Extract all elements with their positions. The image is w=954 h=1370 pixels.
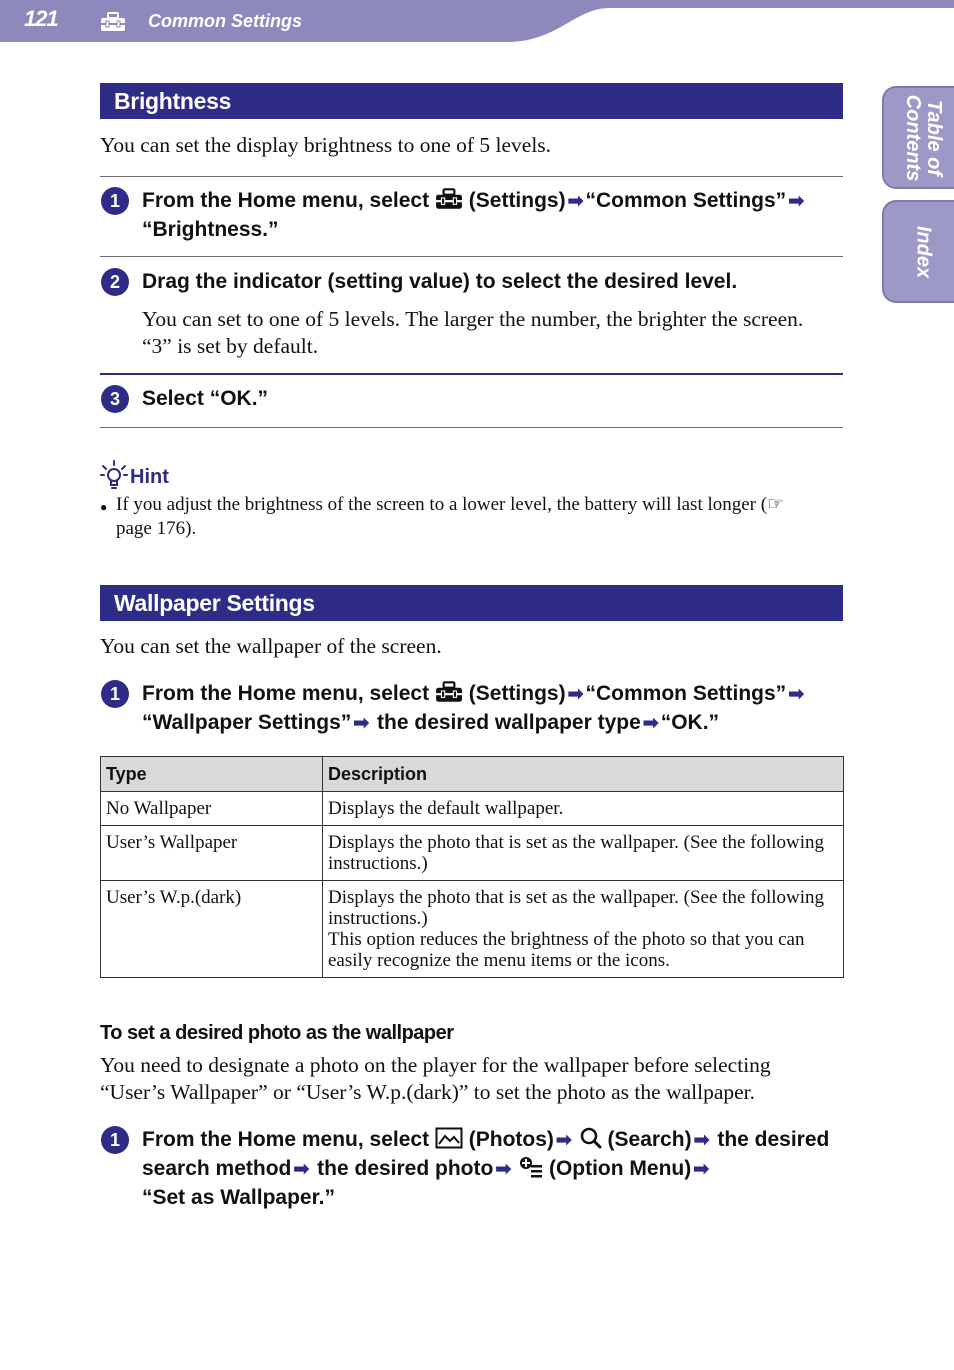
page-number: 121 bbox=[24, 6, 58, 31]
wallpaper-heading: Wallpaper Settings bbox=[100, 585, 843, 621]
brightness-step-3-title: Select “OK.” bbox=[142, 387, 269, 410]
step-text: the desired wallpaper type bbox=[377, 711, 641, 734]
arrow-right-icon: ➡ bbox=[693, 1130, 710, 1151]
step-text: “Common Settings” bbox=[585, 682, 787, 705]
wallpaper-type-table bbox=[100, 756, 844, 978]
header-section-title: Common Settings bbox=[148, 11, 303, 31]
wallpaper-intro: You can set the wallpaper of the screen. bbox=[100, 634, 442, 658]
step-number: 1 bbox=[101, 187, 129, 215]
table-cell-type: No Wallpaper bbox=[101, 792, 323, 826]
table-cell-description: Displays the default wallpaper. bbox=[323, 792, 844, 826]
divider bbox=[100, 256, 843, 257]
step-text: the desired photo bbox=[317, 1157, 494, 1180]
header-band bbox=[0, 0, 954, 42]
arrow-right-icon: ➡ bbox=[788, 191, 805, 212]
hint-text bbox=[100, 493, 840, 541]
brightness-step-2-body: You can set to one of 5 levels. The larger the number, the brighter the screen. “3” is set by default. bbox=[142, 307, 804, 358]
arrow-right-icon: ➡ bbox=[353, 713, 370, 734]
option-menu-icon bbox=[519, 1156, 543, 1178]
step-text: (Settings) bbox=[468, 682, 566, 705]
step-text: “Brightness.” bbox=[142, 218, 279, 241]
lightbulb-icon bbox=[100, 460, 128, 490]
step-text: From the Home menu, select bbox=[142, 189, 430, 212]
table-row bbox=[101, 792, 844, 826]
settings-icon bbox=[435, 681, 463, 703]
table-row bbox=[101, 826, 844, 881]
search-icon bbox=[580, 1127, 602, 1149]
brightness-intro: You can set the display brightness to one of 5 levels. bbox=[100, 133, 552, 157]
hint-label: Hint bbox=[130, 466, 169, 488]
settings-icon bbox=[435, 188, 463, 210]
table-header-row bbox=[101, 757, 844, 792]
table-row bbox=[101, 881, 844, 978]
step-number: 2 bbox=[101, 268, 129, 296]
arrow-right-icon: ➡ bbox=[293, 1159, 310, 1180]
step-text: “Wallpaper Settings” bbox=[142, 711, 352, 734]
table-of-contents-tab[interactable] bbox=[882, 86, 954, 189]
arrow-right-icon: ➡ bbox=[788, 684, 805, 705]
arrow-right-icon: ➡ bbox=[693, 1159, 710, 1180]
step-text: (Option Menu) bbox=[548, 1157, 692, 1180]
arrow-right-icon: ➡ bbox=[642, 713, 659, 734]
settings-toolbox-icon bbox=[100, 12, 126, 32]
step-number: 3 bbox=[101, 385, 129, 413]
step-text: “Common Settings” bbox=[585, 189, 787, 212]
reference-hand-icon: ☞ bbox=[767, 494, 785, 515]
divider bbox=[100, 176, 843, 177]
step-text: the desired search method bbox=[142, 1128, 830, 1180]
bullet: ● bbox=[100, 500, 108, 514]
index-tab-label: Index bbox=[912, 225, 935, 278]
divider bbox=[100, 427, 843, 428]
table-of-contents-tab-label: Table of Contents bbox=[902, 94, 945, 181]
table-header-type: Type bbox=[101, 757, 323, 792]
step-text: (Settings) bbox=[468, 189, 566, 212]
table-cell-type: User’s Wallpaper bbox=[101, 826, 323, 881]
page-reference-link[interactable]: page 176). bbox=[116, 518, 197, 539]
brightness-step-1 bbox=[142, 187, 842, 244]
wallpaper-step-1 bbox=[142, 680, 842, 738]
arrow-right-icon: ➡ bbox=[555, 1130, 572, 1151]
description-text: This option reduces the brightness of the photo so that you can easily recognize the menu items or the icons. bbox=[328, 929, 805, 971]
description-text: Displays the photo that is set as the wallpaper. (See the following instructions.) bbox=[328, 887, 825, 929]
step-number: 1 bbox=[101, 1126, 129, 1154]
step-text: “Set as Wallpaper.” bbox=[142, 1186, 335, 1209]
step-text: “OK.” bbox=[660, 711, 720, 734]
arrow-right-icon: ➡ bbox=[567, 684, 584, 705]
table-header-description: Description bbox=[323, 757, 844, 792]
brightness-heading: Brightness bbox=[100, 83, 843, 119]
step-text: (Search) bbox=[607, 1128, 692, 1151]
subsection-heading: To set a desired photo as the wallpaper bbox=[100, 1022, 454, 1044]
subsection-intro: You need to designate a photo on the player for the wallpaper before selecting “User’s Wallpaper” or “User’s W.p.(dark)” to set the photo as the wallpaper. bbox=[100, 1053, 771, 1104]
arrow-right-icon: ➡ bbox=[495, 1159, 512, 1180]
set-wallpaper-step-1 bbox=[142, 1126, 842, 1212]
step-text: From the Home menu, select bbox=[142, 1128, 430, 1151]
step-text: From the Home menu, select bbox=[142, 682, 430, 705]
table-cell-description: Displays the photo that is set as the wallpaper. (See the following instructions.) bbox=[323, 826, 844, 881]
hint-body: If you adjust the brightness of the screen to a lower level, the battery will last longer ( bbox=[116, 494, 768, 515]
index-tab[interactable] bbox=[882, 200, 954, 303]
step-text: (Photos) bbox=[468, 1128, 554, 1151]
table-cell-description bbox=[323, 881, 844, 978]
photos-icon bbox=[435, 1127, 463, 1149]
arrow-right-icon: ➡ bbox=[567, 191, 584, 212]
step-number: 1 bbox=[101, 680, 129, 708]
brightness-step-2-title: Drag the indicator (setting value) to select the desired level. bbox=[142, 270, 738, 293]
divider bbox=[100, 373, 843, 375]
table-cell-type: User’s W.p.(dark) bbox=[101, 881, 323, 978]
